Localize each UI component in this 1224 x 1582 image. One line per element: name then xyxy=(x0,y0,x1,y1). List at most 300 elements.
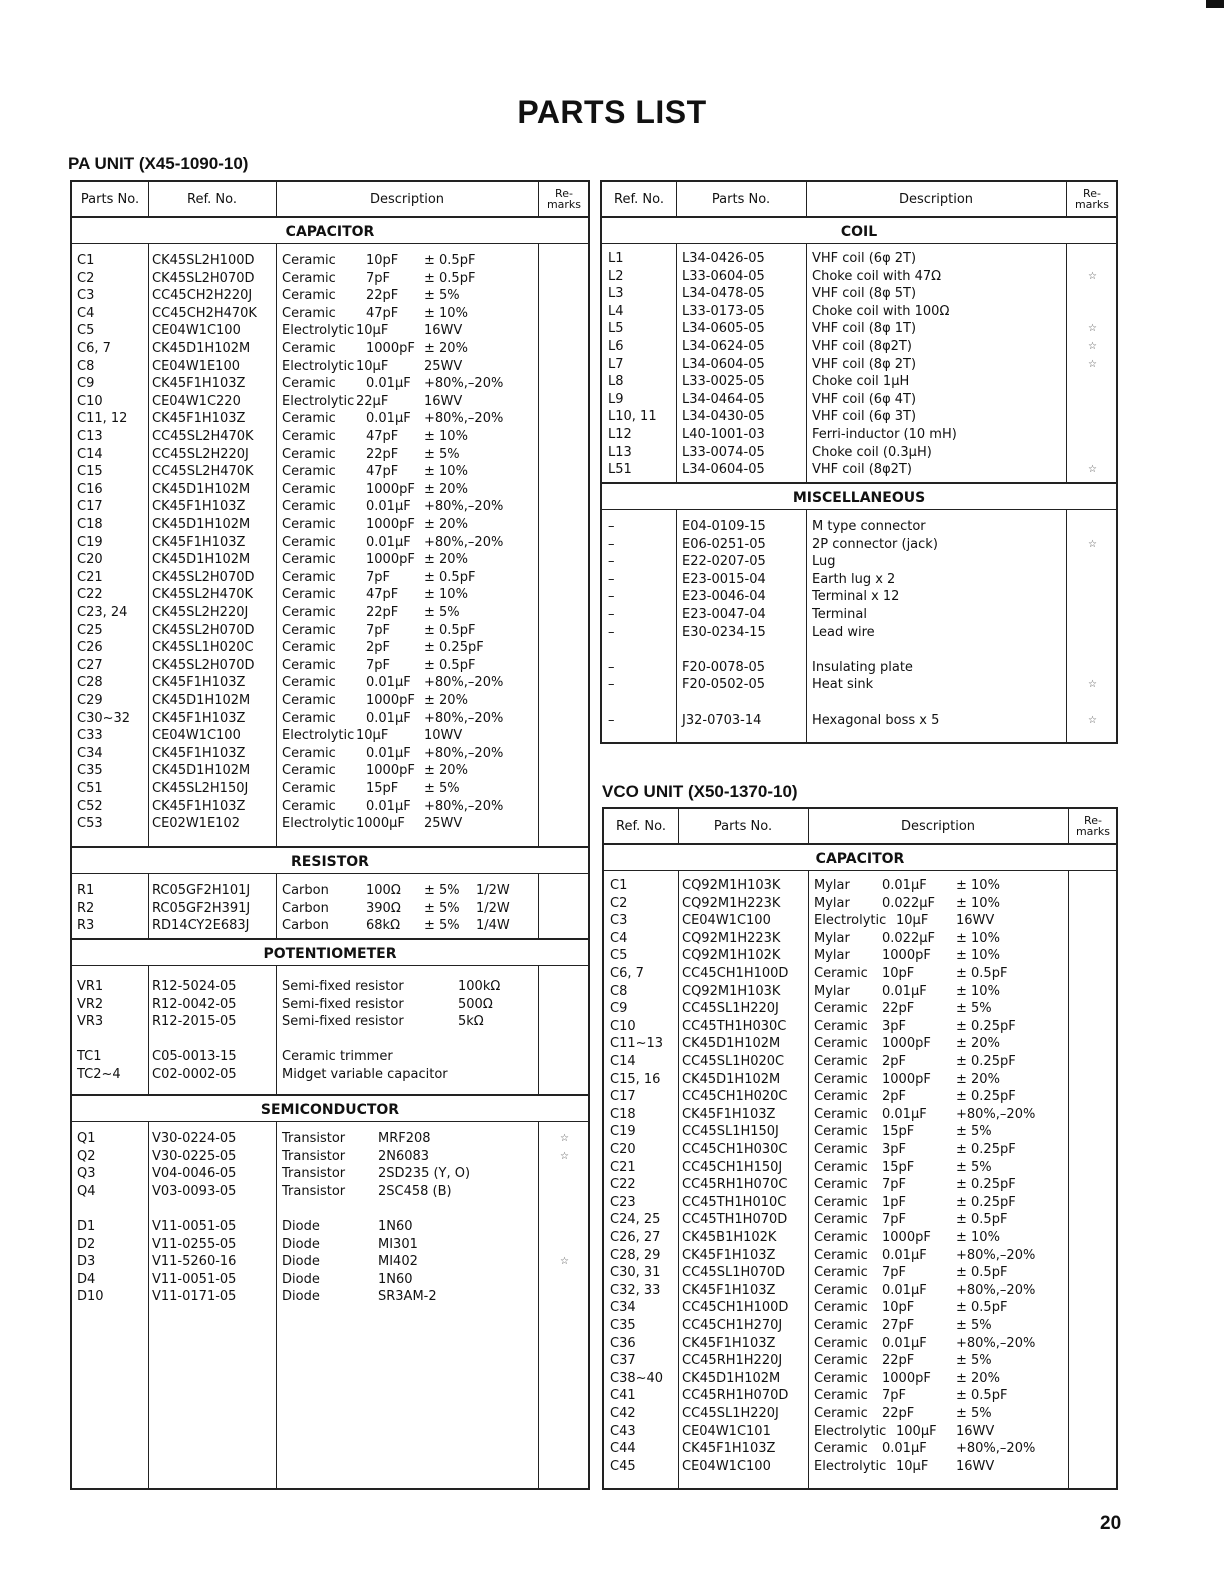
part-type: Ceramic xyxy=(282,798,336,814)
table-row xyxy=(602,659,1116,677)
part-value: 1000pF xyxy=(366,763,415,779)
part-type: Ceramic xyxy=(814,966,868,981)
section-header-miscellaneous: MISCELLANEOUS xyxy=(602,482,1116,510)
part-value: 10pF xyxy=(882,966,915,981)
ref-no: – xyxy=(608,712,615,728)
parts-no: CK45SL2H100D xyxy=(152,253,255,268)
parts-no: R12-5024-05 xyxy=(152,979,237,994)
remark-star-icon: ☆ xyxy=(560,1133,569,1144)
parts-no: F20-0502-05 xyxy=(682,677,766,693)
table-row xyxy=(72,375,588,393)
part-value: 0.01µF xyxy=(882,1106,927,1122)
parts-no: CC45RH1H070C xyxy=(682,1177,788,1193)
ref-no: L51 xyxy=(608,462,632,478)
tolerance: ± 5% xyxy=(424,605,460,620)
table-row xyxy=(72,996,588,1014)
remark-star-icon: ☆ xyxy=(1088,270,1097,282)
part-type: Ceramic xyxy=(814,1071,868,1087)
part-value: 0.01µF xyxy=(366,376,411,392)
table-header xyxy=(72,182,588,218)
part-value: 7pF xyxy=(366,622,391,638)
table-row xyxy=(604,947,1116,965)
header-remarks: Re- marks xyxy=(546,187,582,211)
parts-no: V11-0255-05 xyxy=(152,1236,237,1252)
table-row xyxy=(72,1165,588,1183)
table-row xyxy=(602,268,1116,286)
table-row xyxy=(72,358,588,376)
table-row xyxy=(602,338,1116,356)
parts-no: CC45SL1H150J xyxy=(682,1124,779,1140)
parts-no: CE04W1C100 xyxy=(682,1458,771,1474)
part-type: Semi-fixed resistor xyxy=(282,979,404,994)
part-model: 2N6083 xyxy=(378,1148,430,1164)
part-type: Ceramic xyxy=(814,1124,868,1140)
part-type: Ceramic xyxy=(282,552,336,568)
part-value: 22pF xyxy=(882,1353,915,1369)
part-type: Ceramic xyxy=(282,376,336,392)
parts-no: CK45D1H102M xyxy=(152,693,251,708)
ref-no: C9 xyxy=(610,1001,628,1017)
part-value: 22pF xyxy=(882,1406,915,1421)
ref-no: L8 xyxy=(608,374,624,390)
ref-no: C35 xyxy=(77,763,103,779)
part-type: Ceramic xyxy=(282,534,336,550)
table-row xyxy=(604,1282,1116,1300)
tolerance: ± 5% xyxy=(424,900,460,916)
table-row xyxy=(602,712,1116,730)
parts-no: CK45D1H102M xyxy=(152,481,251,497)
description: Ferri-inductor (10 mH) xyxy=(812,427,957,442)
ref-no: C37 xyxy=(610,1353,636,1369)
tolerance: ± 10% xyxy=(424,464,468,480)
table-row xyxy=(604,1299,1116,1317)
part-value: 10µF xyxy=(896,913,929,929)
part-type: Transistor xyxy=(282,1166,346,1182)
parts-no: CK45F1H103Z xyxy=(682,1441,776,1457)
pa-unit-coil-misc-table xyxy=(600,180,1118,744)
part-model: 2SD235 (Y, O) xyxy=(378,1166,471,1182)
table-row xyxy=(604,1211,1116,1229)
part-type: Midget variable capacitor xyxy=(282,1067,448,1082)
table-row xyxy=(604,1194,1116,1212)
tolerance: ± 0.5pF xyxy=(956,1300,1008,1316)
ref-no: D3 xyxy=(77,1254,96,1270)
part-type: Ceramic xyxy=(282,640,336,656)
parts-no: RC05GF2H101J xyxy=(152,883,251,898)
parts-no: CK45F1H103Z xyxy=(152,534,246,550)
parts-no: CQ92M1H103K xyxy=(682,983,781,999)
table-row xyxy=(602,426,1116,444)
part-type: Ceramic xyxy=(282,464,336,480)
ref-no: C20 xyxy=(77,552,103,568)
description: Heat sink xyxy=(812,677,874,693)
parts-no: CK45SL2H070D xyxy=(152,657,255,673)
table-row xyxy=(72,1271,588,1289)
ref-no: VR1 xyxy=(77,979,104,994)
table-row xyxy=(72,551,588,569)
wattage: 1/4W xyxy=(476,918,510,934)
part-value: 10µF xyxy=(356,358,389,374)
parts-no: CC45SL1H070D xyxy=(682,1265,786,1281)
table-row xyxy=(604,1106,1116,1124)
part-type: Ceramic xyxy=(282,411,336,427)
tolerance: ± 20% xyxy=(956,1036,1000,1052)
part-type: Ceramic xyxy=(814,1230,868,1245)
page-title: PARTS LIST xyxy=(517,94,707,130)
parts-no: CK45F1H103Z xyxy=(682,1335,776,1351)
tolerance: ± 5% xyxy=(956,1318,992,1333)
tolerance: ± 5% xyxy=(956,1406,992,1421)
ref-no: VR3 xyxy=(77,1014,104,1030)
part-value: 0.01µF xyxy=(366,710,411,726)
ref-no: C19 xyxy=(610,1124,636,1140)
ref-no: C16 xyxy=(77,481,103,497)
part-value: 2pF xyxy=(366,640,391,656)
parts-no: V11-0171-05 xyxy=(152,1289,237,1305)
part-value: 0.01µF xyxy=(882,983,927,999)
tolerance: ± 5% xyxy=(424,883,460,898)
part-type: Electrolytic xyxy=(814,1458,887,1474)
description: Choke coil 1µH xyxy=(812,374,910,390)
table-row xyxy=(72,305,588,323)
ref-no: TC1 xyxy=(77,1049,102,1065)
part-type: Ceramic xyxy=(282,763,336,779)
part-value: 3pF xyxy=(882,1142,907,1157)
table-row xyxy=(602,518,1116,536)
part-type: Ceramic xyxy=(814,1300,868,1316)
parts-no: V04-0046-05 xyxy=(152,1166,237,1182)
tolerance: ± 10% xyxy=(956,948,1000,964)
parts-no: C02-0002-05 xyxy=(152,1067,237,1082)
ref-no: L2 xyxy=(608,268,624,284)
remark-star-icon: ☆ xyxy=(560,1150,569,1162)
parts-no: CK45D1H102M xyxy=(682,1071,781,1087)
ref-no: C5 xyxy=(77,323,95,339)
part-type: Ceramic xyxy=(814,1388,868,1404)
ref-no: D2 xyxy=(77,1236,96,1252)
table-row xyxy=(604,1123,1116,1141)
parts-no: V30-0225-05 xyxy=(152,1148,237,1164)
header-ref-no: Ref. No. xyxy=(187,191,237,207)
ref-no: L7 xyxy=(608,356,624,372)
ref-no: – xyxy=(608,519,615,534)
part-type: Ceramic xyxy=(814,1142,868,1157)
header-remarks: Re- marks xyxy=(1075,814,1111,838)
ref-no: C4 xyxy=(77,305,95,321)
parts-no: CQ92M1H102K xyxy=(682,948,781,964)
ref-no: C51 xyxy=(77,781,103,796)
table-row xyxy=(604,1264,1116,1282)
table-header xyxy=(604,809,1116,845)
ref-no: C17 xyxy=(610,1089,636,1105)
parts-no: V30-0224-05 xyxy=(152,1131,237,1146)
part-type: Semi-fixed resistor xyxy=(282,1014,404,1030)
table-row xyxy=(72,1066,588,1084)
part-type: Ceramic xyxy=(282,481,336,497)
part-value: 1000pF xyxy=(882,1230,931,1245)
part-value: 22pF xyxy=(366,446,399,462)
part-type: Ceramic xyxy=(814,1212,868,1228)
table-row xyxy=(602,588,1116,606)
part-type: Carbon xyxy=(282,883,329,898)
part-type: Mylar xyxy=(814,930,850,946)
table-row xyxy=(604,1440,1116,1458)
parts-no: V11-5260-16 xyxy=(152,1254,237,1270)
table-row xyxy=(72,692,588,710)
parts-no: CK45SL2H070D xyxy=(152,569,255,585)
part-value: 7pF xyxy=(882,1265,907,1281)
parts-no: CC45CH2H220J xyxy=(152,288,253,304)
ref-no: R3 xyxy=(77,918,95,934)
ref-no: C15, 16 xyxy=(610,1071,661,1087)
ref-no: L5 xyxy=(608,321,624,337)
table-row xyxy=(72,1288,588,1306)
table-row xyxy=(602,303,1116,321)
tolerance: 16WV xyxy=(956,913,995,929)
part-type: Electrolytic xyxy=(282,728,355,744)
section-header-semiconductor: SEMICONDUCTOR xyxy=(72,1094,588,1122)
part-value: 47pF xyxy=(366,464,399,480)
part-model: SR3AM-2 xyxy=(378,1289,437,1305)
part-type: Ceramic xyxy=(814,1177,868,1193)
description: Earth lug x 2 xyxy=(812,571,896,587)
ref-no: C13 xyxy=(77,429,103,444)
part-value: 1000pF xyxy=(882,1370,931,1386)
pa-unit-title: PA UNIT (X45-1090-10) xyxy=(68,154,249,173)
vco-unit-title: VCO UNIT (X50-1370-10) xyxy=(602,782,798,801)
corner-registration-mark xyxy=(1206,0,1224,8)
part-type: Electrolytic xyxy=(814,1423,887,1439)
parts-no: CC45CH1H270J xyxy=(682,1318,783,1333)
parts-no: V11-0051-05 xyxy=(152,1219,237,1234)
ref-no: C2 xyxy=(77,270,95,286)
table-row xyxy=(604,1247,1116,1265)
part-type: Ceramic xyxy=(814,1194,868,1210)
parts-no: CK45SL2H470K xyxy=(152,587,254,603)
part-type: Transistor xyxy=(282,1148,346,1164)
part-value: 10µF xyxy=(356,323,389,339)
part-value: 1000pF xyxy=(366,481,415,497)
ref-no: C9 xyxy=(77,376,95,392)
parts-no: CC45SL2H470K xyxy=(152,429,254,444)
ref-no: C17 xyxy=(77,499,103,515)
part-value: 0.01µF xyxy=(366,534,411,550)
part-value: 0.022µF xyxy=(882,930,935,946)
parts-no: CE04W1C220 xyxy=(152,393,241,409)
table-row xyxy=(72,674,588,692)
part-value: 10pF xyxy=(366,253,399,268)
parts-no: L33-0604-05 xyxy=(682,268,765,284)
parts-no: L34-0604-05 xyxy=(682,356,765,372)
tolerance: ± 0.5pF xyxy=(956,1212,1008,1228)
tolerance: +80%,–20% xyxy=(956,1106,1036,1122)
table-row xyxy=(602,391,1116,409)
part-type: Ceramic xyxy=(814,1159,868,1175)
part-type: Ceramic xyxy=(282,745,336,761)
header-description: Description xyxy=(900,818,976,834)
parts-no: CK45SL1H020C xyxy=(152,640,254,656)
part-value: 15pF xyxy=(882,1124,915,1140)
part-type: Ceramic xyxy=(282,499,336,515)
ref-no: R1 xyxy=(77,883,95,898)
tolerance: ± 10% xyxy=(424,305,468,321)
tolerance: ± 0.5pF xyxy=(956,966,1008,981)
part-type: Ceramic xyxy=(282,657,336,673)
tolerance: ± 0.5pF xyxy=(424,657,476,673)
part-type: Ceramic xyxy=(282,693,336,708)
section-header-capacitor: CAPACITOR xyxy=(72,216,588,244)
part-value: 7pF xyxy=(366,270,391,286)
part-value: 7pF xyxy=(882,1212,907,1228)
header-ref-no: Ref. No. xyxy=(616,818,666,834)
parts-no: E06-0251-05 xyxy=(682,536,766,552)
description: Insulating plate xyxy=(812,659,913,675)
part-type: Ceramic xyxy=(814,1089,868,1105)
parts-no: C05-0013-15 xyxy=(152,1049,237,1065)
ref-no: – xyxy=(608,589,615,605)
parts-no: CK45D1H102M xyxy=(152,552,251,568)
description: Lug xyxy=(812,554,836,570)
tolerance: ± 0.5pF xyxy=(424,622,476,638)
tolerance: ± 20% xyxy=(424,552,468,568)
ref-no: C45 xyxy=(610,1458,636,1474)
table-row xyxy=(72,410,588,428)
part-value: 0.01µF xyxy=(882,1282,927,1298)
description: M type connector xyxy=(812,519,926,534)
ref-no: – xyxy=(608,624,615,640)
parts-no: CC45TH1H070D xyxy=(682,1212,788,1228)
header-description: Description xyxy=(898,191,974,207)
table-row xyxy=(604,1229,1116,1247)
ref-no: C11~13 xyxy=(610,1036,664,1052)
remark-star-icon: ☆ xyxy=(1088,538,1097,550)
parts-no: E04-0109-15 xyxy=(682,519,766,534)
ref-no: C11, 12 xyxy=(77,411,128,427)
part-value: 100µF xyxy=(896,1423,937,1439)
ref-no: C30~32 xyxy=(77,710,131,726)
tolerance: ± 20% xyxy=(424,763,468,779)
parts-no: V03-0093-05 xyxy=(152,1183,237,1199)
part-type: Electrolytic xyxy=(814,913,887,929)
part-type: Ceramic xyxy=(282,305,336,321)
table-row xyxy=(604,1141,1116,1159)
table-row xyxy=(72,639,588,657)
part-type: Carbon xyxy=(282,918,329,934)
tolerance: 16WV xyxy=(424,393,463,409)
parts-no: CK45SL2H070D xyxy=(152,270,255,286)
table-row xyxy=(72,1048,588,1066)
table-row xyxy=(604,983,1116,1001)
parts-no: CC45CH1H100D xyxy=(682,1300,789,1316)
ref-no: C10 xyxy=(610,1018,636,1034)
table-row xyxy=(72,798,588,816)
part-model: MRF208 xyxy=(378,1131,431,1146)
tolerance: ± 10% xyxy=(424,587,468,603)
description: Terminal xyxy=(812,607,867,622)
parts-no: CC45SL1H220J xyxy=(682,1001,779,1017)
ref-no: C1 xyxy=(610,878,628,893)
table-row xyxy=(604,1352,1116,1370)
table-row xyxy=(604,1370,1116,1388)
ref-no: – xyxy=(608,554,615,570)
part-type: Mylar xyxy=(814,878,850,893)
ref-no: C18 xyxy=(77,517,103,532)
part-value: 0.01µF xyxy=(366,411,411,427)
table-row xyxy=(602,536,1116,554)
parts-no: L34-0604-05 xyxy=(682,462,765,478)
part-value: 1000pF xyxy=(366,693,415,708)
table-row xyxy=(604,1423,1116,1441)
part-type: Diode xyxy=(282,1289,320,1305)
part-type: Electrolytic xyxy=(282,816,355,832)
description: 2P connector (jack) xyxy=(812,536,938,552)
part-value: 27pF xyxy=(882,1318,915,1333)
description: Terminal x 12 xyxy=(812,589,900,605)
part-value: 15pF xyxy=(882,1159,915,1175)
parts-no: CE02W1E102 xyxy=(152,816,240,832)
tolerance: ± 0.5pF xyxy=(424,569,476,585)
parts-no: R12-0042-05 xyxy=(152,996,237,1012)
parts-no: CK45SL2H150J xyxy=(152,781,249,796)
tolerance: +80%,–20% xyxy=(424,745,504,761)
table-row xyxy=(72,463,588,481)
table-row xyxy=(72,534,588,552)
section-header-capacitor: CAPACITOR xyxy=(604,843,1116,871)
table-row xyxy=(602,624,1116,642)
parts-no: CC45CH1H030C xyxy=(682,1142,788,1157)
part-type: Electrolytic xyxy=(282,323,355,339)
table-row xyxy=(604,1018,1116,1036)
table-row xyxy=(602,285,1116,303)
parts-no: RC05GF2H391J xyxy=(152,900,251,916)
part-model: 1N60 xyxy=(378,1219,413,1234)
tolerance: +80%,–20% xyxy=(424,710,504,726)
ref-no: C33 xyxy=(77,728,103,744)
parts-no: CE04W1C101 xyxy=(682,1423,771,1439)
description: VHF coil (6φ 2T) xyxy=(812,251,917,266)
ref-no: L6 xyxy=(608,339,624,354)
table-row xyxy=(72,978,588,996)
ref-no: C42 xyxy=(610,1406,636,1421)
part-type: Ceramic xyxy=(282,605,336,620)
ref-no: L13 xyxy=(608,444,632,460)
ref-no: L12 xyxy=(608,427,632,442)
table-row xyxy=(72,882,588,900)
ref-no: C14 xyxy=(77,446,103,462)
parts-no: R12-2015-05 xyxy=(152,1014,237,1030)
table-row xyxy=(72,780,588,798)
ref-no: C26, 27 xyxy=(610,1230,661,1245)
tolerance: ± 5% xyxy=(424,918,460,934)
part-type: Ceramic xyxy=(814,1318,868,1333)
ref-no: C28, 29 xyxy=(610,1247,661,1263)
table-row xyxy=(72,745,588,763)
table-row xyxy=(604,1317,1116,1335)
part-value: 7pF xyxy=(882,1177,907,1193)
description: Choke coil with 100Ω xyxy=(812,303,950,319)
table-row xyxy=(72,815,588,833)
part-type: Ceramic xyxy=(282,675,336,691)
table-row xyxy=(602,694,1116,712)
ref-no: C1 xyxy=(77,253,95,268)
ref-no: C23 xyxy=(610,1194,636,1210)
ref-no: L10, 11 xyxy=(608,409,657,425)
parts-no: CC45TH1H030C xyxy=(682,1018,787,1034)
table-row xyxy=(604,1176,1116,1194)
part-model: 1N60 xyxy=(378,1271,413,1287)
wattage: 1/2W xyxy=(476,883,510,898)
part-value: 0.01µF xyxy=(882,1247,927,1263)
